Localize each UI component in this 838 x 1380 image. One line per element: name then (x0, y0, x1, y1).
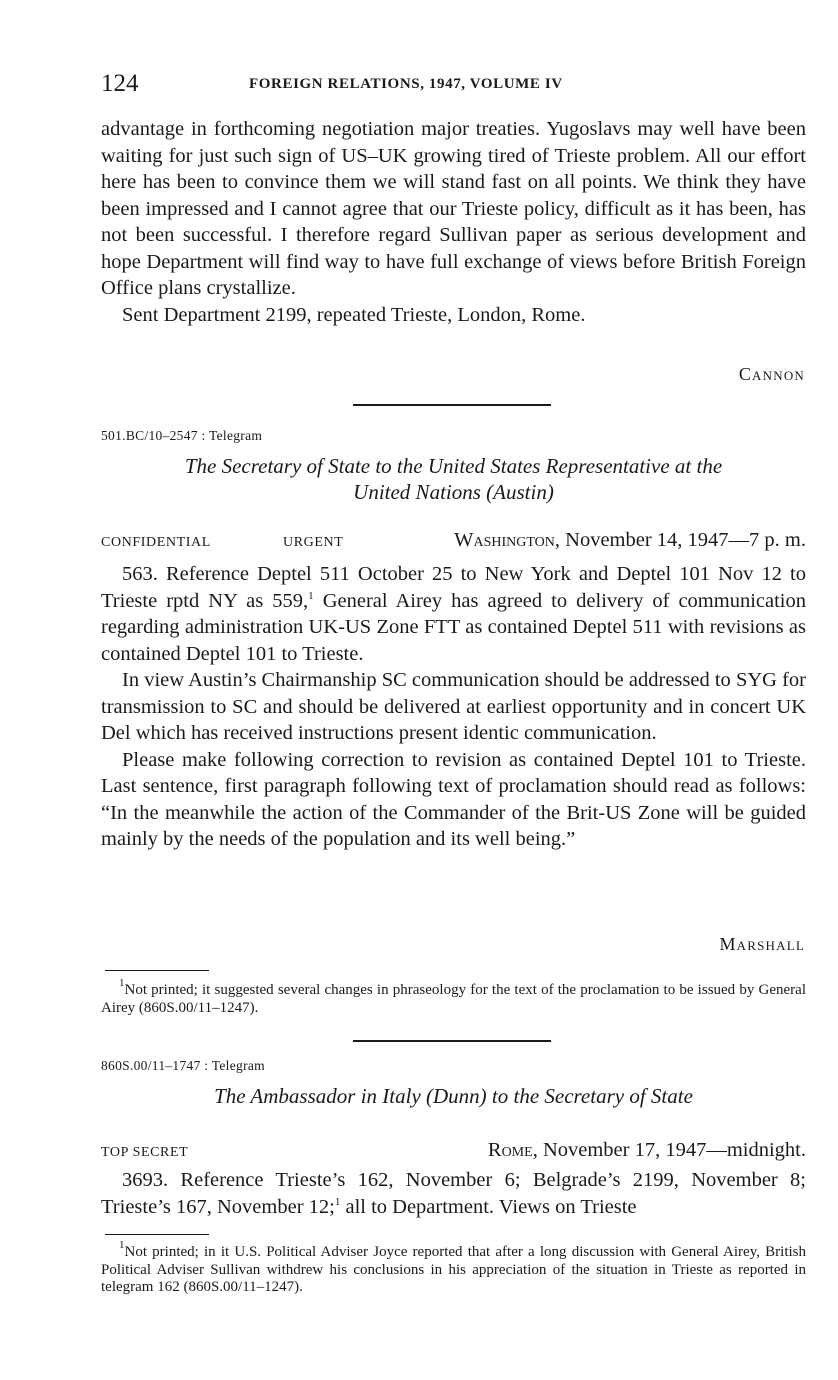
page-number: 124 (101, 70, 139, 97)
doc2-paragraph-1-text: 563. Reference Deptel 511 October 25 to New York and Deptel 101 Nov 12 to Trieste rptd NY as 559, (101, 563, 806, 612)
doc2-paragraph-1-text-cont: General Airey has agreed to delivery of communication regarding administration UK-US Zone FTT as contained Deptel 511 with revisions as contained Deptel 101 to Trieste. (101, 589, 806, 665)
doc3-classification: TOP SECRET (101, 1145, 189, 1160)
doc3-place-date (488, 1139, 806, 1162)
doc2-paragraph-2: In view Austin’s Chairmanship SC communication should be addressed to SYG for transmission to SC and should be delivered at earliest opportunity and in concert UK Del which has received instructions present identic communication. (101, 669, 806, 744)
doc3-paragraph-1 (101, 1167, 806, 1220)
doc3-date: , November 17, 1947—midnight. (532, 1139, 806, 1161)
footnote-ref: 1 (334, 1195, 341, 1208)
doc2-title-line1: The Secretary of State to the United States Representative at the (184, 454, 723, 478)
doc3-footnote (101, 1239, 806, 1297)
doc2-classification: CONFIDENTIAL (101, 535, 211, 550)
doc2-file-id: 501.BC/10–2547 : Telegram (101, 428, 263, 443)
doc3-place: Rome (487, 1139, 533, 1161)
doc3-paragraph-1-text: 3693. Reference Trieste’s 162, November 6; Belgrade’s 2199, November 8; Trieste’s 167, November 12; (101, 1169, 806, 1218)
doc2-title (101, 453, 806, 505)
doc2-body (101, 561, 806, 853)
doc1-sent-line: Sent Department 2199, repeated Trieste, London, Rome. (122, 303, 586, 326)
section-divider (353, 404, 551, 406)
doc1-body (101, 116, 806, 328)
doc1-continued-paragraph: advantage in forthcoming negotiation major treaties. Yugoslavs may well have been waiting for just such sign of US–UK growing tired of Trieste problem. All our effort here has been to convince them we will stand fast on all points. We think they have been impressed and I cannot agree that our Trieste policy, difficult as it has been, has not been successful. I therefore regard Sullivan paper as serious development and hope Department will find way to have full exchange of views before British Foreign Office plans crystallize. (101, 118, 806, 299)
doc1-signature: Cannon (738, 364, 805, 384)
doc3-paragraph-1-text-cont: all to Department. Views on Trieste (340, 1195, 637, 1218)
doc2-precedence: URGENT (283, 535, 344, 550)
running-head (101, 70, 805, 104)
doc2-dateline (101, 529, 806, 557)
footnote-number: 1 (119, 1239, 125, 1251)
doc3-file-id: 860S.00/11–1747 : Telegram (101, 1058, 265, 1073)
doc3-body (101, 1167, 806, 1220)
doc3-dateline (101, 1139, 806, 1167)
footnote-number: 1 (119, 977, 125, 989)
doc2-signature: Marshall (719, 934, 805, 954)
doc2-title-line2: United Nations (Austin) (353, 480, 554, 504)
footnote-rule (105, 1234, 209, 1235)
doc2-paragraph-3: Please make following correction to revision as contained Deptel 101 to Trieste. Last sentence, first paragraph following text of proclamation should read as follows: “In the meanwhile the action of the Commander of the Brit-US Zone will be guided mainly by the needs of the population and its well being.” (101, 748, 806, 850)
doc3-title: The Ambassador in Italy (Dunn) to the Secretary of State (214, 1084, 693, 1108)
doc2-place-date (454, 529, 806, 552)
footnote-rule (105, 970, 209, 971)
doc2-footnote-text: Not printed; it suggested several changes in phraseology for the text of the proclamation to be issued by General Airey (860S.00/11–1247). (101, 982, 806, 1016)
running-title: FOREIGN RELATIONS, 1947, VOLUME IV (249, 76, 563, 92)
doc2-paragraph-1 (101, 561, 806, 667)
doc3-footnote-text: Not printed; in it U.S. Political Adviser Joyce reported that after a long discussion with General Airey, British Political Adviser Sullivan withdrew his conclusions in his appreciation of the situation in Trieste as reported in telegram 162 (860S.00/11–1247). (101, 1244, 806, 1295)
doc2-place: Washington (454, 529, 555, 551)
doc2-date: , November 14, 1947—7 p. m. (554, 529, 806, 551)
section-divider (353, 1040, 551, 1042)
footnote-ref: 1 (308, 589, 314, 602)
doc2-footnote (101, 977, 806, 1017)
